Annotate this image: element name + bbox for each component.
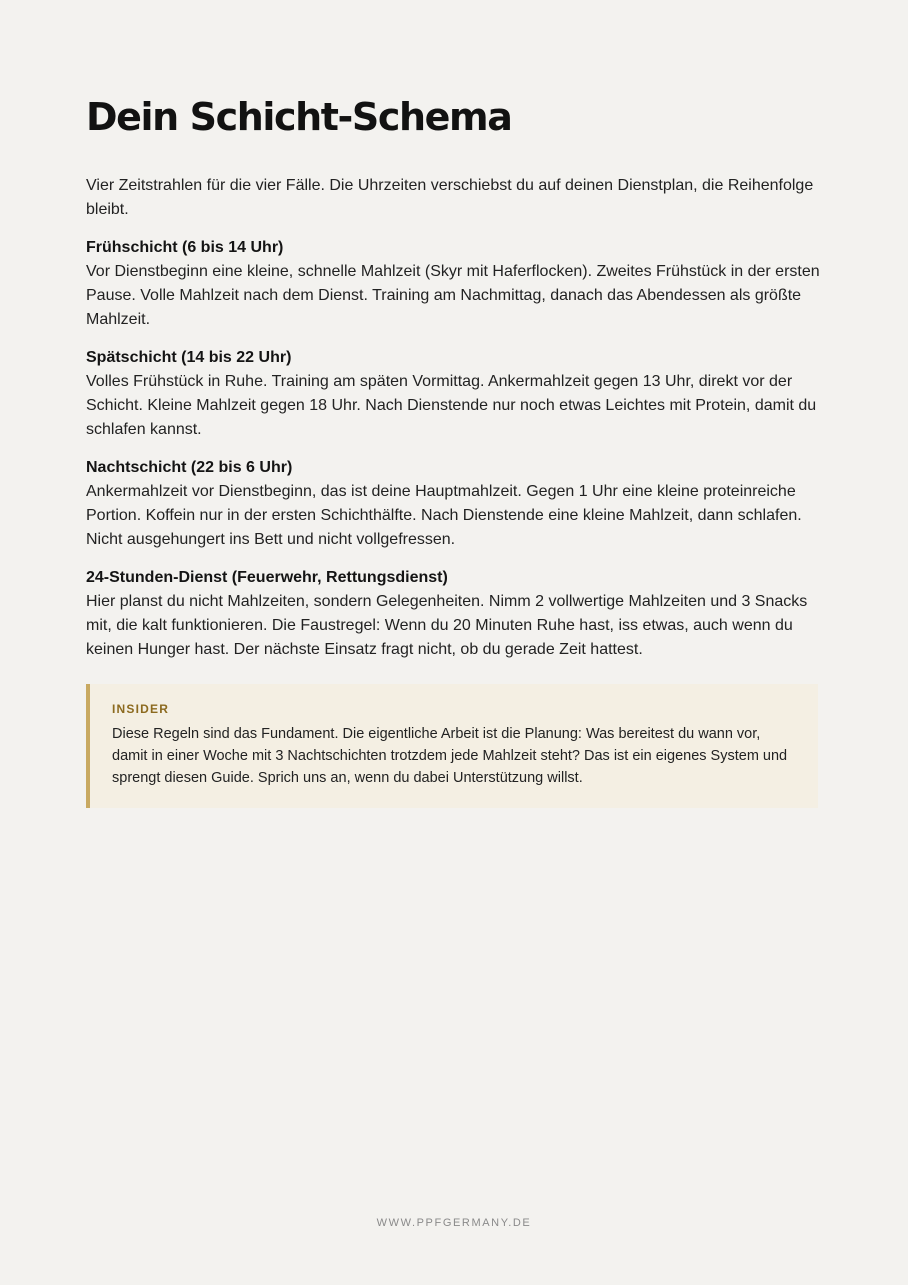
section-heading: 24-Stunden-Dienst (Feuerwehr, Rettungsdienst): [86, 569, 448, 586]
footer-website: WWW.PPFGERMANY.DE: [376, 1217, 532, 1229]
section-spaetschicht: [86, 346, 822, 442]
insider-callout: [86, 684, 818, 808]
section-heading: Frühschicht (6 bis 14 Uhr): [86, 239, 284, 256]
section-body: Vor Dienstbeginn eine kleine, schnelle Mahlzeit (Skyr mit Haferflocken). Zweites Frühstück in der ersten Pause. Volle Mahlzeit nach dem Dienst. Training am Nachmittag, danach das Abendessen als größte Mahlzeit.: [86, 263, 820, 328]
page-title: Dein Schicht-Schema: [86, 95, 512, 139]
section-24-stunden-dienst: [86, 566, 822, 662]
section-heading: Spätschicht (14 bis 22 Uhr): [86, 349, 292, 366]
section-body: Hier planst du nicht Mahlzeiten, sondern Gelegenheiten. Nimm 2 vollwertige Mahlzeiten und 3 Snacks mit, die kalt funktionieren. Die Faustregel: Wenn du 20 Minuten Ruhe hast, iss etwas, auch wenn du keinen Hunger hast. Der nächste Einsatz fragt nicht, ob du gerade Zeit hattest.: [86, 593, 808, 658]
section-nachtschicht: [86, 456, 822, 552]
intro-text: Vier Zeitstrahlen für die vier Fälle. Die Uhrzeiten verschiebst du auf deinen Dienstplan, die Reihenfolge bleibt.: [86, 177, 814, 218]
section-body: Ankermahlzeit vor Dienstbeginn, das ist deine Hauptmahlzeit. Gegen 1 Uhr eine kleine proteinreiche Portion. Koffein nur in der ersten Schichthälfte. Nach Dienstende eine kleine Mahlzeit, dann schlafen. Nicht ausgehungert ins Bett und nicht vollgefressen.: [86, 483, 802, 548]
section-fruehschicht: [86, 236, 822, 332]
page-content: [86, 92, 822, 808]
section-body: Volles Frühstück in Ruhe. Training am späten Vormittag. Ankermahlzeit gegen 13 Uhr, direkt vor der Schicht. Kleine Mahlzeit gegen 18 Uhr. Nach Dienstende nur noch etwas Leichtes mit Protein, damit du schlafen kannst.: [86, 373, 817, 438]
section-heading: Nachtschicht (22 bis 6 Uhr): [86, 459, 293, 476]
callout-text: Diese Regeln sind das Fundament. Die eigentliche Arbeit ist die Planung: Was bereitest du wann vor, damit in einer Woche mit 3 Nachtschichten trotzdem jede Mahlzeit steht? Das ist ein eigenes System und sprengt diesen Guide. Sprich uns an, wenn du dabei Unterstützung willst.: [112, 726, 788, 786]
callout-label: INSIDER: [112, 702, 170, 716]
